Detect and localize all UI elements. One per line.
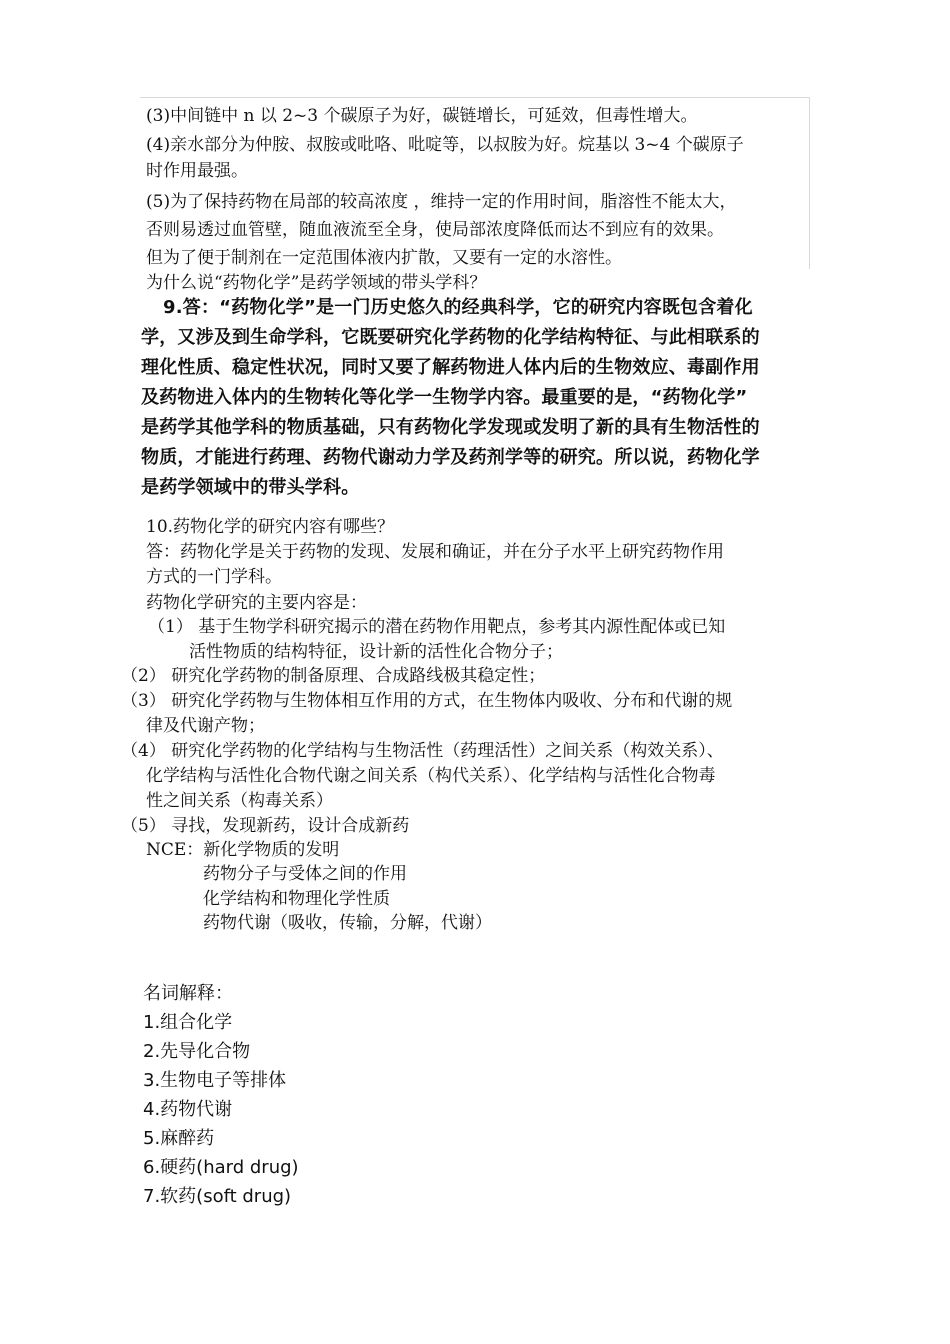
top-line-5-cont1: 否则易透过血管壁，随血液流至全身，使局部浓度降低而达不到应有的效果。 xyxy=(146,220,724,240)
q9-answer-line: 物质，才能进行药理、药物代谢动力学及药剂学等的研究。所以说，药物化学 xyxy=(141,447,760,468)
top-line-4: (4)亲水部分为仲胺、叔胺或吡咯、吡啶等，以叔胺为好。烷基以 3~4 个碳原子 xyxy=(146,135,744,155)
q10-intro: 药物化学研究的主要内容是： xyxy=(146,593,367,613)
q10-item-4-cont1: 化学结构与活性化合物代谢之间关系（构代关系）、化学结构与活性化合物毒 xyxy=(146,766,716,786)
q9-answer-line: 9.答：“药物化学”是一门历史悠久的经典科学，它的研究内容既包含着化 xyxy=(163,297,753,318)
top-line-3: (3)中间链中 n 以 2~3 个碳原子为好，碳链增长，可延效，但毒性增大。 xyxy=(146,106,698,126)
q10-item-3-cont: 律及代谢产物； xyxy=(146,716,265,736)
q10-nce-item: 药物代谢（吸收，传输，分解，代谢） xyxy=(203,913,492,933)
q10-item-4-cont2: 性之间关系（构毒关系） xyxy=(146,791,333,811)
q9-answer-line: 学，又涉及到生命学科，它既要研究化学药物的化学结构特征、与此相联系的 xyxy=(141,327,760,348)
term-item: 6.硬药(hard drug) xyxy=(143,1157,299,1178)
q10-question: 10.药物化学的研究内容有哪些？ xyxy=(146,517,395,537)
q10-nce-item: 药物分子与受体之间的作用 xyxy=(203,864,407,884)
term-item: 1.组合化学 xyxy=(143,1012,233,1033)
q9-answer-line: 是药学领域中的带头学科。 xyxy=(141,477,360,498)
top-line-4-cont: 时作用最强。 xyxy=(146,161,248,181)
term-item: 2.先导化合物 xyxy=(143,1041,251,1062)
q10-nce-item: 化学结构和物理化学性质 xyxy=(203,889,390,909)
q10-item-2: （2） 研究化学药物的制备原理、合成路线极其稳定性； xyxy=(121,666,546,686)
q9-answer-line: 及药物进入体内的生物转化等化学一生物学内容。最重要的是，“药物化学” xyxy=(141,387,748,408)
q9-question: 为什么说“药物化学”是药学领域的带头学科？ xyxy=(146,273,487,293)
top-line-5: (5)为了保持药物在局部的较高浓度 ，维持一定的作用时间，脂溶性不能太大， xyxy=(146,192,737,212)
terms-heading: 名词解释： xyxy=(143,983,233,1004)
q10-item-3: （3） 研究化学药物与生物体相互作用的方式，在生物体内吸收、分布和代谢的规 xyxy=(121,691,733,711)
q9-answer-line: 理化性质、稳定性状况，同时又要了解药物进人体内后的生物效应、毒副作用 xyxy=(141,357,760,378)
q10-item-1-cont: 活性物质的结构特征，设计新的活性化合物分子； xyxy=(189,642,563,662)
term-item: 7.软药(soft drug) xyxy=(143,1186,292,1207)
q10-item-5: （5） 寻找，发现新药，设计合成新药 xyxy=(121,816,410,836)
top-line-5-cont2: 但为了便于制剂在一定范围体液内扩散，又要有一定的水溶性。 xyxy=(146,248,622,268)
q10-answer-line2: 方式的一门学科。 xyxy=(146,567,282,587)
q9-answer xyxy=(141,293,806,503)
q10-item-1: （1） 基于生物学科研究揭示的潜在药物作用靶点，参考其内源性配体或已知 xyxy=(148,617,726,637)
term-item: 4.药物代谢 xyxy=(143,1099,233,1120)
q10-item-4: （4） 研究化学药物的化学结构与生物活性（药理活性）之间关系（构效关系）、 xyxy=(121,741,724,761)
q10-answer-line1: 答：药物化学是关于药物的发现、发展和确证，并在分子水平上研究药物作用 xyxy=(146,542,724,562)
term-item: 3.生物电子等排体 xyxy=(143,1070,287,1091)
q9-answer-line: 是药学其他学科的物质基础，只有药物化学发现或发明了新的具有生物活性的 xyxy=(141,417,760,438)
q10-nce: NCE：新化学物质的发明 xyxy=(146,840,340,860)
term-item: 5.麻醉药 xyxy=(143,1128,215,1149)
